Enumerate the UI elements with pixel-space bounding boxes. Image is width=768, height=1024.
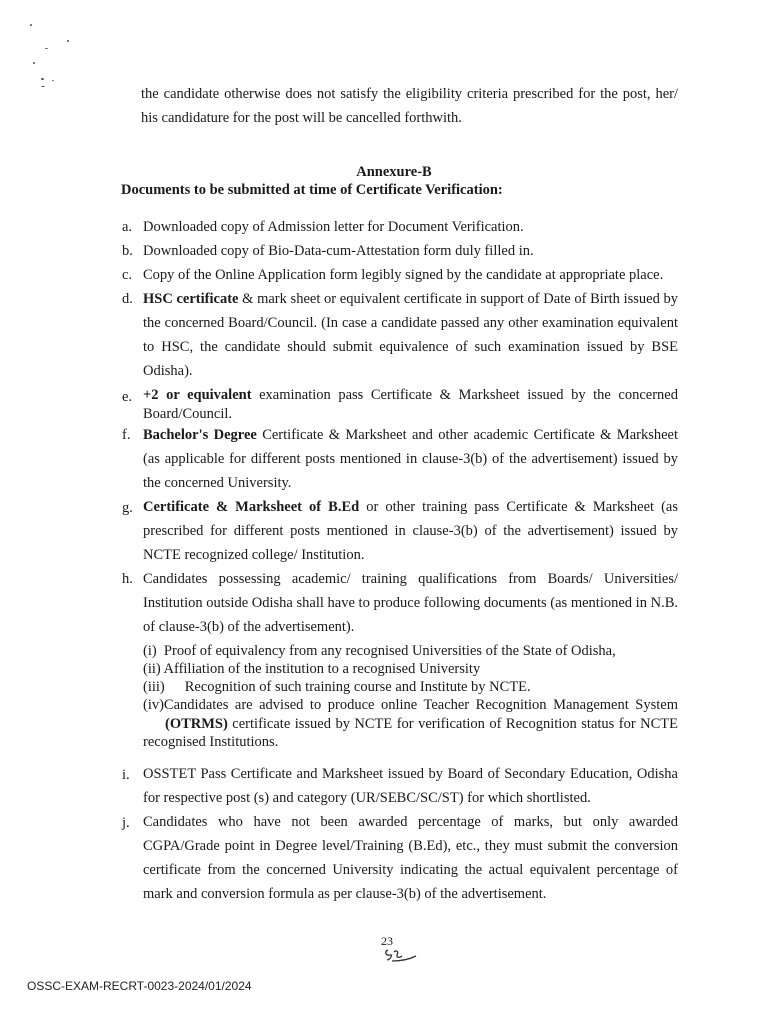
item-label: g.	[122, 500, 133, 516]
item-bold-text: Certificate & Marksheet of B.Ed	[143, 499, 360, 515]
item-bold-text: Bachelor's Degree	[143, 427, 257, 443]
item-text	[143, 423, 678, 495]
continuation-paragraph: the candidate otherwise does not satisfy the eligibility criteria prescribed for the post, her/ his candidature for the post will be cancelled forthwith.	[141, 86, 678, 126]
item-text: OSSTET Pass Certificate and Marksheet issued by Board of Secondary Education, Odisha for respective post (s) and category (UR/SEBC/SC/ST) for which shortlisted.	[143, 766, 678, 806]
sub-item-iv-bold: (OTRMS)	[165, 715, 228, 732]
item-body-text: or other training pass Certificate & Marksheet (as prescribed for different posts mentioned in clause-3(b) of the advertisement) issued by NCTE recognized college/ Institution.	[143, 499, 678, 563]
sub-item-iv-pre: (iv)Candidates are advised to produce online Teacher Recognition Management System	[143, 697, 678, 713]
annexure-title: Annexure-B	[356, 164, 432, 180]
item-text: Downloaded copy of Bio-Data-cum-Attestation form duly filled in.	[143, 243, 534, 259]
item-label: i.	[122, 767, 130, 783]
item-text: Downloaded copy of Admission letter for Document Verification.	[143, 219, 524, 235]
document-reference-code: OSSC-EXAM-RECRT-0023-2024/01/2024	[27, 979, 252, 993]
item-label: c.	[122, 267, 133, 283]
sub-item-iii-text: Recognition of such training course and Institute by NCTE.	[184, 679, 531, 695]
scan-speck	[45, 48, 48, 49]
item-label: f.	[122, 427, 131, 443]
initials-scribble-icon	[382, 946, 422, 966]
sub-item-iii-label: (iii)	[143, 679, 165, 695]
item-body-text: Certificate & Marksheet and other academic Certificate & Marksheet (as applicable for different posts mentioned in clause-3(b) of the advertisement) issued by the concerned University.	[143, 427, 678, 491]
sub-item-iv-post: certificate issued by NCTE for verification of Recognition status for NCTE recognised Institutions.	[143, 715, 678, 750]
item-text	[143, 386, 678, 424]
sub-item-i: (i) Proof of equivalency from any recognised Universities of the State of Odisha,	[143, 643, 616, 659]
scan-speck	[52, 80, 54, 81]
item-label: a.	[122, 219, 133, 235]
item-bold-text: +2 or equivalent	[143, 387, 252, 403]
item-text	[143, 495, 678, 567]
item-body-text: examination pass Certificate & Marksheet issued by the concerned Board/Council.	[143, 387, 678, 422]
scan-speck	[67, 40, 69, 42]
scan-speck	[41, 78, 44, 80]
item-text: Candidates possessing academic/ training qualifications from Boards/ Universities/ Institution outside Odisha shall have to produce following documents (as mentioned in N.B. of clause-3(b) of the advertisement).	[143, 571, 678, 635]
page-number: 23	[381, 934, 393, 948]
sub-item-ii: (ii) Affiliation of the institution to a recognised University	[143, 661, 481, 677]
item-text: Candidates who have not been awarded percentage of marks, but only awarded CGPA/Grade point in Degree level/Training (B.Ed), etc., they must submit the conversion certificate from the concerned University indicating the actual equivalent percentage of mark and conversion formula as per clause-3(b) of the advertisement.	[143, 814, 678, 902]
item-label: b.	[122, 243, 133, 259]
item-body-text: & mark sheet or equivalent certificate in support of Date of Birth issued by the concerned Board/Council. (In case a candidate passed any other examination equivalent to HSC, the candidate should submit equivalence of such examination issued by BSE Odisha).	[143, 291, 678, 379]
sub-item-iii	[143, 678, 678, 697]
sub-item-iv	[143, 696, 678, 752]
scan-speck	[30, 24, 32, 26]
scan-speck	[33, 62, 35, 64]
item-label: e.	[122, 389, 133, 405]
section-heading: Documents to be submitted at time of Certificate Verification:	[121, 182, 503, 198]
item-text	[143, 287, 678, 383]
item-label: j.	[122, 815, 130, 831]
item-bold-text: HSC certificate	[143, 291, 239, 307]
item-label: d.	[122, 291, 133, 307]
item-text: Copy of the Online Application form legibly signed by the candidate at appropriate place.	[143, 267, 664, 283]
item-label: h.	[122, 571, 133, 587]
scan-speck	[41, 86, 45, 87]
handwritten-initials	[382, 946, 422, 966]
